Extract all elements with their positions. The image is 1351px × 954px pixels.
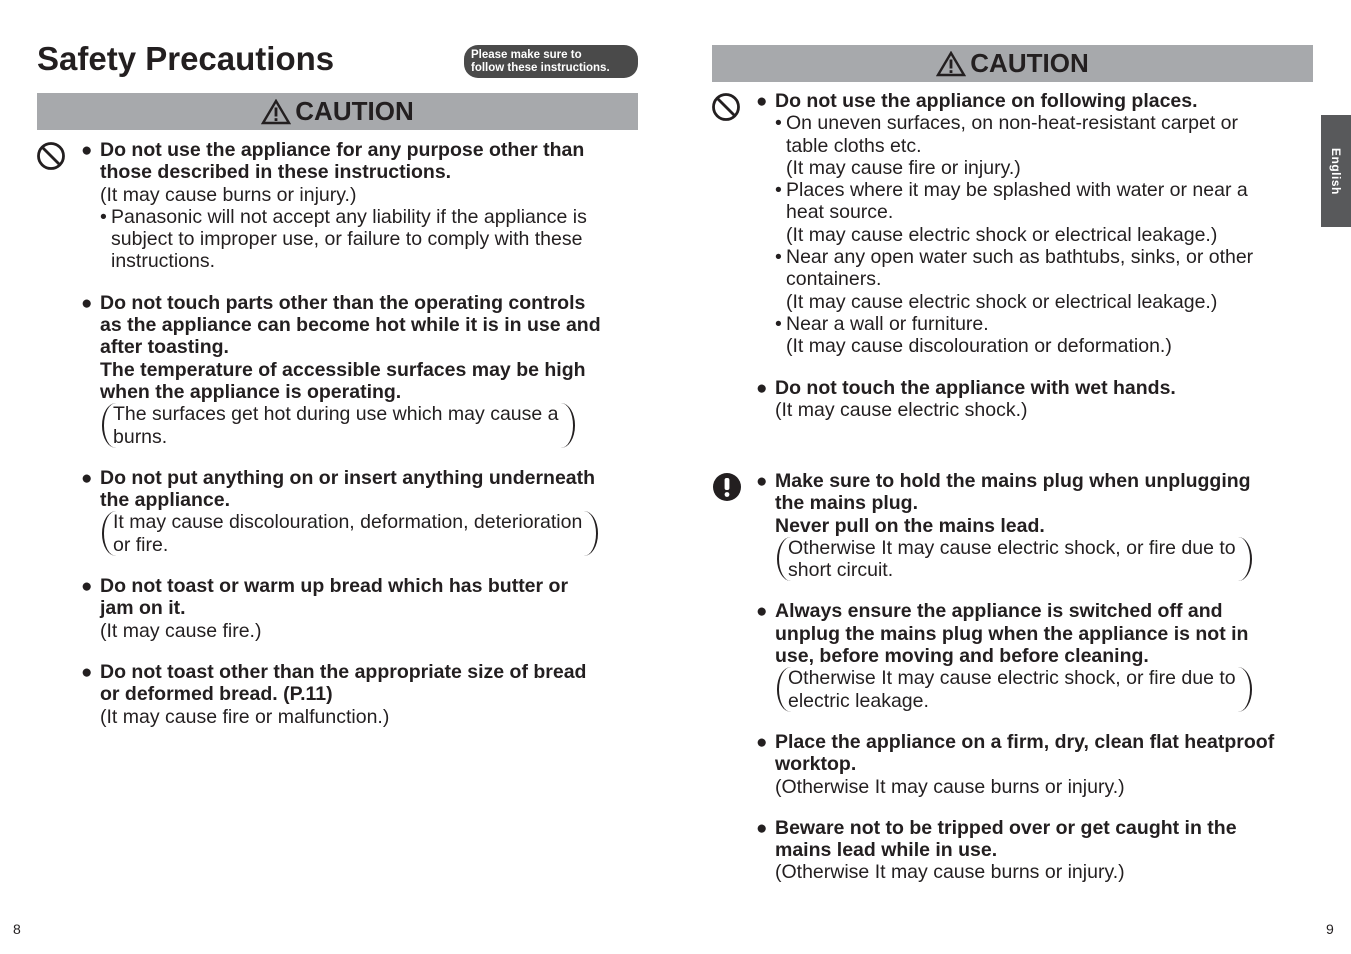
prohibited-icon: [36, 141, 66, 171]
left-caution-list: [81, 139, 640, 747]
warning-triangle-icon: [936, 51, 966, 77]
page-number-left: 8: [13, 921, 21, 937]
list-item: ● Always ensure the appliance is switched off and unplug the mains plug when the appliance is not in use, before moving and before cleaning. Otherwise It may cause electric shock, or fire due to electric leakage.: [775, 600, 1320, 711]
page-title: Safety Precautions: [37, 40, 335, 77]
sub-item: • Panasonic will not accept any liability if the appliance is subject to improper use, or failure to comply with these instructions.: [100, 205, 587, 273]
list-item: ● Make sure to hold the mains plug when unplugging the mains plug. Never pull on the mains lead. Otherwise It may cause electric shock, or fire due to short circuit.: [756, 470, 1251, 582]
page-number-right: 9: [1326, 921, 1334, 937]
sub-item: • On uneven surfaces, on non-heat-resistant carpet or table cloths etc. (It may cause fire or injury.): [775, 112, 1239, 179]
caution-banner-left: CAUTION: [37, 93, 638, 130]
warning-triangle-icon: [261, 99, 291, 125]
caution-banner-right: CAUTION: [712, 45, 1313, 82]
parenthetical-note: Otherwise It may cause electric shock, or fire due to short circuit.: [777, 537, 1252, 582]
mandatory-icon: [712, 472, 742, 502]
list-item: ● Do not toast other than the appropriate size of bread or deformed bread. (P.11) (It may cause fire or malfunction.): [81, 660, 587, 728]
language-tab[interactable]: English: [1321, 115, 1351, 227]
right-mandatory-list: [756, 470, 1320, 903]
list-item: ● Beware not to be tripped over or get caught in the mains lead while in use. (Otherwise It may cause burns or injury.): [756, 816, 1237, 884]
list-item: ● Do not use the appliance for any purpose other than those described in these instructions. (It may cause burns or injury.) • Panasonic will not accept any liability if the appliance is subject to improper use, or failure to comply with these instructions.: [100, 139, 640, 273]
list-item: ● Do not use the appliance on following places. • On uneven surfaces, on non-heat-resistant carpet or table cloths etc. (It may cause fire or injury.) • Places where it may be splashed with water or near a heat source. (It may cause electric shock or electrical leakage.) • Near any open water such as bathtubs, sinks, or other containers. (It may cause electric shock or electrical leakage.) • Near a wall or furniture. (It may cause discolouration or deformation.): [775, 90, 1320, 358]
sub-item: • Places where it may be splashed with water or near a heat source. (It may cause electric shock or electrical leakage.): [775, 179, 1248, 246]
right-prohibited-list: [756, 90, 1320, 440]
list-item: ● Do not toast or warm up bread which has butter or jam on it. (It may cause fire.): [81, 575, 569, 642]
sub-item: • Near a wall or furniture. (It may cause discolouration or deformation.): [775, 312, 1172, 358]
parenthetical-note: The surfaces get hot during use which may cause a burns.: [102, 403, 575, 448]
instruction-notice-badge: Please make sure to follow these instructions.: [464, 45, 638, 78]
parenthetical-note: It may cause discolouration, deformation, deterioration or fire.: [102, 511, 598, 556]
prohibited-icon: [711, 92, 741, 122]
list-item: ● Do not touch parts other than the operating controls as the appliance can become hot while it is in use and after toasting. The temperature of accessible surfaces may be high when the appliance is operating. The surfaces get hot during use which may cause a burns.: [81, 291, 601, 448]
list-item: ● Do not touch the appliance with wet hands. (It may cause electric shock.): [756, 376, 1176, 421]
list-item: ● Do not put anything on or insert anything underneath the appliance. It may cause discolouration, deformation, deterioration or fire.: [100, 467, 640, 556]
sub-item: • Near any open water such as bathtubs, sinks, or other containers. (It may cause electric shock or electrical leakage.): [775, 246, 1254, 313]
list-item: ● Place the appliance on a firm, dry, clean flat heatproof worktop. (Otherwise It may cause burns or injury.): [756, 730, 1275, 798]
parenthetical-note: Otherwise It may cause electric shock, or fire due to electric leakage.: [777, 667, 1252, 712]
